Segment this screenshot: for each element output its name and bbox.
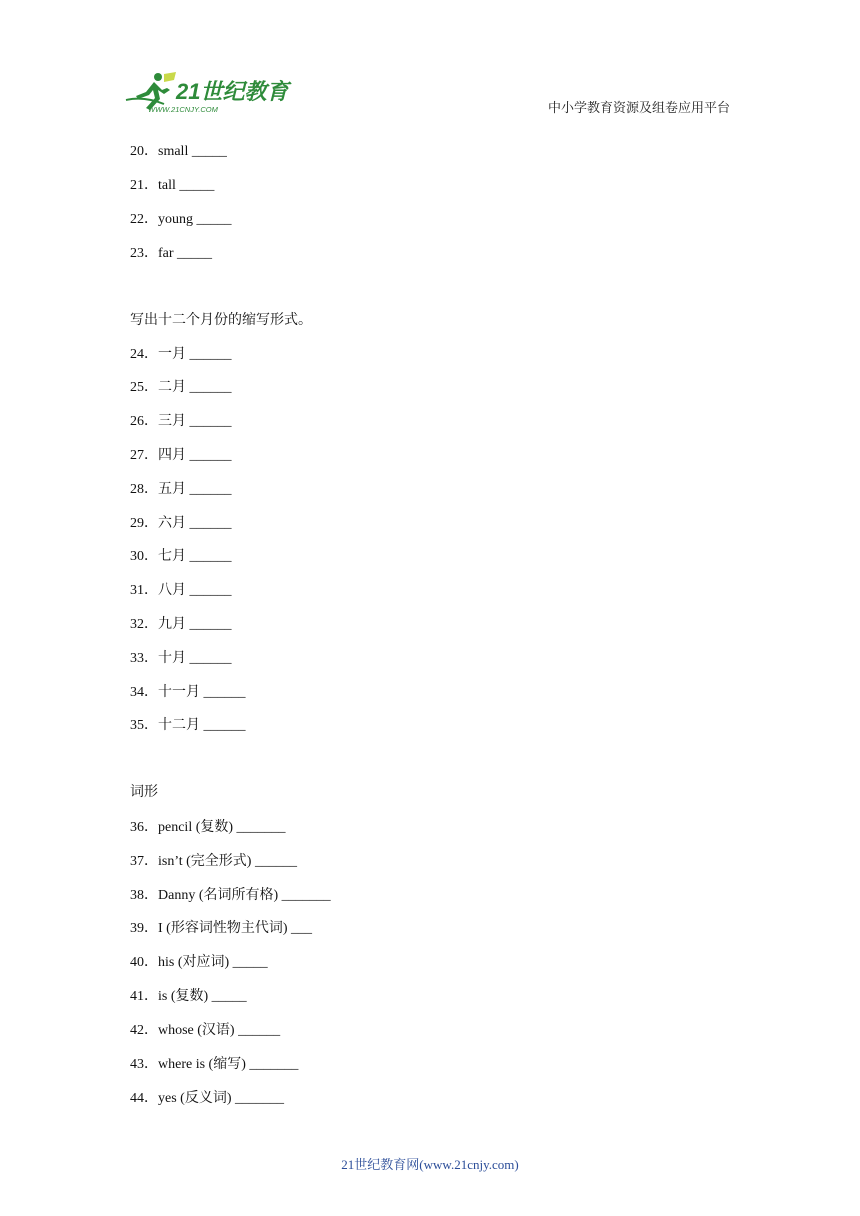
runner-logo-icon — [124, 70, 294, 114]
question-39: 39．I (形容词性物主代词) ___ — [130, 921, 312, 936]
question-35: 35．十二月 ______ — [130, 718, 246, 733]
question-24: 24．一月 ______ — [130, 347, 232, 362]
question-41: 41．is (复数) _____ — [130, 989, 247, 1004]
question-30: 30．七月 ______ — [130, 549, 232, 564]
question-26: 26．三月 ______ — [130, 414, 232, 429]
question-29: 29．六月 ______ — [130, 516, 232, 531]
question-42: 42．whose (汉语) ______ — [130, 1023, 281, 1038]
page-footer: 21世纪教育网(www.21cnjy.com) — [341, 1157, 519, 1172]
question-27: 27．四月 ______ — [130, 448, 232, 463]
question-33: 33．十月 ______ — [130, 651, 232, 666]
question-44: 44．yes (反义词) _______ — [130, 1091, 284, 1106]
header-platform-name: 中小学教育资源及组卷应用平台 — [548, 100, 731, 115]
question-31: 31．八月 ______ — [130, 583, 232, 598]
site-logo — [124, 70, 294, 114]
question-32: 32．九月 ______ — [130, 617, 232, 632]
question-22: 22．young _____ — [130, 212, 232, 227]
question-28: 28．五月 ______ — [130, 482, 232, 497]
question-38: 38．Danny (名词所有格) _______ — [130, 888, 331, 903]
question-25: 25．二月 ______ — [130, 380, 232, 395]
question-43: 43．where is (缩写) _______ — [130, 1057, 299, 1072]
question-21: 21．tall _____ — [130, 178, 215, 193]
question-37: 37．isn’t (完全形式) ______ — [130, 854, 297, 869]
question-40: 40．his (对应词) _____ — [130, 955, 268, 970]
question-34: 34．十一月 ______ — [130, 685, 246, 700]
section-title-months: 写出十二个月份的缩写形式。 — [130, 313, 312, 328]
question-36: 36．pencil (复数) _______ — [130, 820, 286, 835]
question-23: 23．far _____ — [130, 246, 213, 261]
logo-text: 21世纪教育 — [176, 79, 289, 104]
logo-url: WWW.21CNJY.COM — [148, 105, 218, 114]
section-title-word-forms: 词形 — [130, 785, 158, 800]
question-20: 20．small _____ — [130, 144, 227, 159]
